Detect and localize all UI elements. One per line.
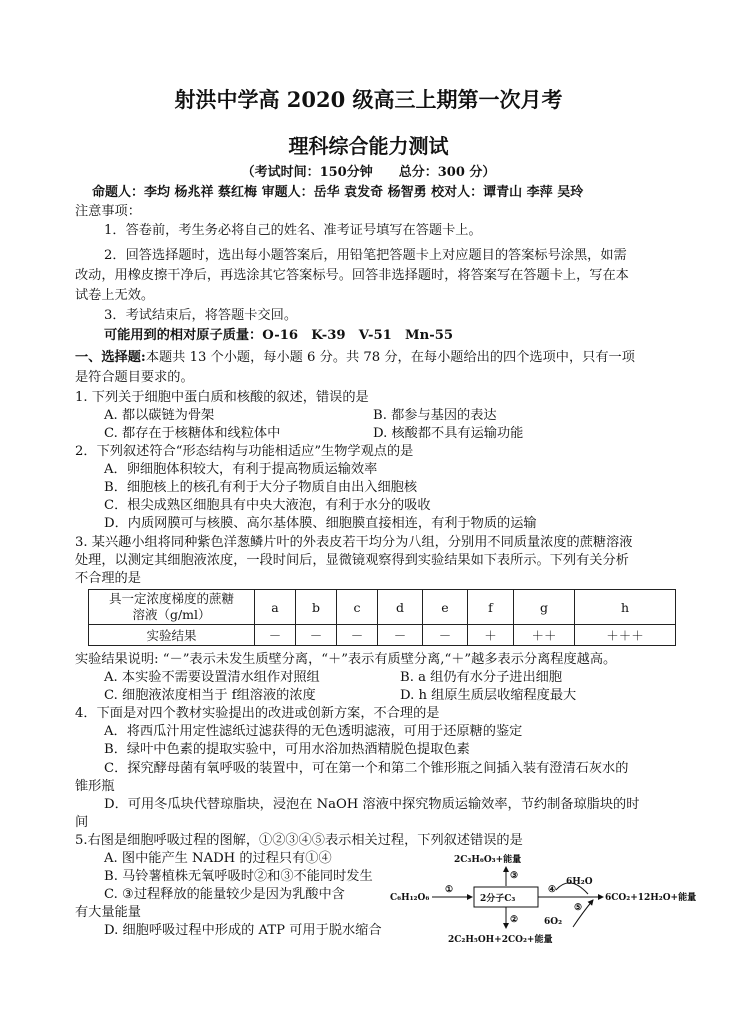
q1-stem: 1. 下列关于细胞中蛋白质和核酸的叙述，错误的是 (75, 390, 369, 405)
section-1-label: 一、选择题: (75, 350, 146, 365)
note-2-line-2: 改动，用橡皮擦干净后，再选涂其它答案标号。回答非选择题时，将答案写在答题卡上，写在本 (75, 268, 629, 283)
notes-heading: 注意事项： (75, 204, 141, 219)
pyruvate-label: 2分子C₃ (480, 894, 516, 904)
atomic-mass-line: 可能用到的相对原子质量：O-16 K-39 V-51 Mn-55 (104, 328, 454, 343)
table-group-cell: e (423, 590, 468, 625)
q4-option-d-line-2: 间 (75, 815, 89, 830)
table-group-cell: g (514, 590, 575, 625)
note-1: 1．答卷前，考生务必将自己的姓名、准考证号填写在答题卡上。 (104, 223, 482, 238)
table-group-cell: d (378, 590, 423, 625)
q3-option-b: B. a 组仍有水分子进出细胞 (400, 670, 563, 685)
table-group-cell: h (575, 590, 676, 625)
respiration-diagram (388, 852, 718, 952)
step-3-label: ③ (510, 871, 519, 881)
q2-option-c: C．根尖成熟区细胞具有中央大液泡，有利于水分的吸收 (104, 498, 431, 513)
q3-stem-line-2: 处理，以测定其细胞液浓度，一段时间后，显微镜观察得到实验结果如下表所示。下列有关分析 (75, 553, 629, 568)
ethanol-label: 2C₂H₅OH+2CO₂+能量 (448, 935, 553, 945)
table-row (89, 625, 676, 646)
table-group-cell: a (255, 590, 296, 625)
table-row (89, 590, 676, 625)
aerobic-products-label: 6CO₂+12H₂O+能量 (605, 893, 697, 903)
step-2-label: ② (510, 915, 519, 925)
q5-option-d: D. 细胞呼吸过程中形成的 ATP 可用于脱水缩合 (104, 923, 382, 938)
q1-option-c: C. 都存在于核糖体和线粒体中 (104, 426, 281, 441)
note-3: 3．考试结束后，将答题卡交回。 (104, 308, 298, 323)
experiment-table (88, 589, 676, 646)
q2-option-d: D．内质网膜可与核膜、高尔基体膜、细胞膜直接相连，有利于物质的运输 (104, 516, 537, 531)
step-5-label: ⑤ (574, 903, 583, 913)
authors-line: 命题人：李均 杨兆祥 蔡红梅 审题人：岳华 袁发奇 杨智勇 校对人：谭青山 李萍 吴玲 (92, 185, 584, 200)
section-1-desc: 本题共 13 个小题，每小题 6 分。共 78 分，在每小题给出的四个选项中，只有一项 (145, 350, 635, 365)
q4-option-c-line-1: C．探究酵母菌有氧呼吸的装置中，可在第一个和第二个锥形瓶之间插入装有澄清石灰水的 (104, 761, 629, 776)
q2-stem: 2．下列叙述符合“形态结构与功能相适应”生物学观点的是 (75, 444, 414, 459)
table-result-cell: － (255, 625, 296, 646)
q1-option-a: A. 都以碳链为骨架 (104, 408, 215, 423)
table-result-cell: ＋＋ (514, 625, 575, 646)
q3-option-c: C. 细胞液浓度相当于 f组溶液的浓度 (104, 688, 316, 703)
q1-option-b: B. 都参与基因的表达 (373, 408, 497, 423)
table-result-cell: ＋ (468, 625, 514, 646)
table-header-label-1: 具一定浓度梯度的蔗糖 (108, 591, 234, 606)
q5-stem: 5.右图是细胞呼吸过程的图解，①②③④⑤表示相关过程，下列叙述错误的是 (75, 833, 523, 848)
table-result-cell: ＋＋＋ (575, 625, 676, 646)
note-2-line-1: 2．回答选择题时，选出每小题答案后，用铅笔把答题卡上对应题目的答案标号涂黑，如需 (104, 248, 627, 263)
note-2-line-3: 试卷上无效。 (75, 288, 155, 303)
table-group-cell: f (468, 590, 514, 625)
q5-option-b: B. 马铃薯植株无氧呼吸时②和③不能同时发生 (104, 869, 373, 884)
table-result-cell: － (378, 625, 423, 646)
q5-option-c-line-2: 有大量能量 (75, 905, 141, 920)
glucose-label: C₆H₁₂O₆ (390, 893, 430, 903)
q4-stem: 4．下面是对四个教材实验提出的改进或创新方案，不合理的是 (75, 706, 440, 721)
q1-option-d: D. 核酸都不具有运输功能 (373, 426, 524, 441)
section-1-desc-2: 是符合题目要求的。 (75, 370, 194, 385)
q4-option-b: B．绿叶中色素的提取实验中，可用水浴加热酒精脱色提取色素 (104, 742, 470, 757)
lactic-acid-label: 2C₃H₆O₃+能量 (454, 855, 522, 865)
table-result-cell: － (423, 625, 468, 646)
q4-option-c-line-2: 锥形瓶 (75, 779, 115, 794)
q3-explanation: 实验结果说明: “－”表示未发生质壁分离，“＋”表示有质壁分离,“＋”越多表示分离程度越高。 (75, 652, 617, 667)
table-result-cell: － (337, 625, 378, 646)
q3-option-d: D. h 组原生质层收缩程度最大 (400, 688, 577, 703)
table-header-cell (89, 590, 255, 625)
q2-option-a: A．卵细胞体积较大，有利于提高物质运输效率 (104, 462, 378, 477)
table-group-cell: c (337, 590, 378, 625)
table-group-cell: b (296, 590, 337, 625)
q5-option-c-line-1: C. ③过程释放的能量较少是因为乳酸中含 (104, 887, 345, 902)
q4-option-d-line-1: D．可用冬瓜块代替琼脂块，浸泡在 NaOH 溶液中探究物质运输效率，节约制备琼脂块的时 (104, 797, 640, 812)
section-1-intro (75, 349, 635, 366)
q3-stem-line-1: 3. 某兴趣小组将同种紫色洋葱鳞片叶的外表皮若干均分为八组，分别用不同质量浓度的蔗糖溶液 (75, 535, 633, 550)
table-header-label-2: 溶液（g/ml） (132, 607, 211, 622)
step-4-label: ④ (548, 885, 557, 895)
table-result-cell: － (296, 625, 337, 646)
q3-option-a: A. 本实验不需要设置清水组作对照组 (104, 670, 320, 685)
q4-option-a: A．将西瓜汁用定性滤纸过滤获得的无色透明滤液，可用于还原糖的鉴定 (104, 724, 523, 739)
q5-option-a: A. 图中能产生 NADH 的过程只有①④ (104, 851, 332, 866)
q2-option-b: B．细胞核上的核孔有利于大分子物质自由出入细胞核 (104, 480, 418, 495)
oxygen-label: 6O₂ (544, 917, 563, 927)
step-1-label: ① (445, 885, 454, 895)
exam-info: （考试时间：150分钟 总分：300 分） (241, 165, 496, 180)
q3-stem-line-3: 不合理的是 (75, 571, 141, 586)
water-label: 6H₂O (566, 877, 593, 887)
table-result-label: 实验结果 (89, 625, 255, 646)
exam-subtitle: 理科综合能力测试 (288, 134, 449, 158)
exam-title: 射洪中学高 2020 级高三上期第一次月考 (174, 87, 563, 112)
